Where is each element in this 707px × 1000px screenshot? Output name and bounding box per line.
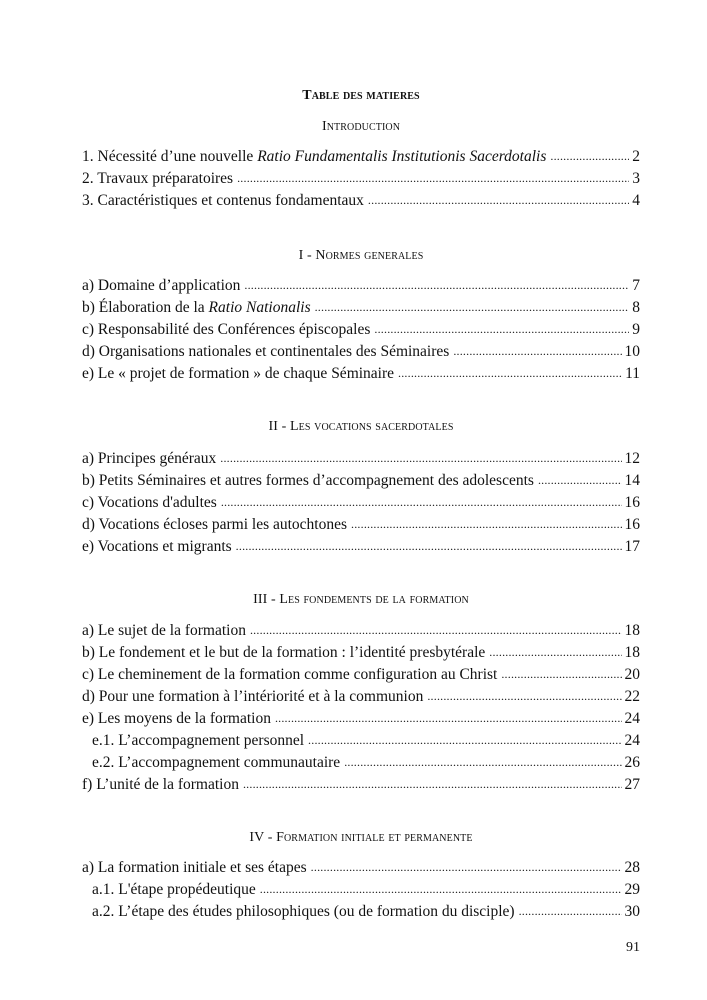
toc-entry[interactable] — [82, 342, 640, 364]
toc-entry-label: a) Le sujet de la formation — [82, 622, 246, 639]
toc-entry-label: c) Responsabilité des Conférences épiscopales — [82, 321, 371, 338]
toc-entry-label: a.1. L'étape propédeutique — [92, 881, 256, 898]
toc-entry[interactable] — [82, 665, 640, 687]
section-entries-fondements-formation — [82, 621, 640, 797]
toc-entry-page: 11 — [625, 365, 640, 382]
toc-entry[interactable] — [82, 147, 640, 169]
dot-leader — [315, 298, 630, 312]
toc-entry-label: b) Élaboration de la Ratio Nationalis — [82, 299, 311, 316]
dot-leader — [368, 191, 629, 205]
toc-entry-page: 12 — [624, 450, 640, 467]
section-heading-introduction: Introduction — [321, 119, 401, 134]
toc-entry[interactable] — [82, 775, 640, 797]
toc-entry[interactable] — [82, 643, 640, 665]
toc-entry-label: e) Vocations et migrants — [82, 538, 232, 555]
toc-entry-page: 8 — [632, 299, 640, 316]
toc-entry-page: 20 — [624, 666, 640, 683]
toc-entry[interactable] — [82, 537, 640, 559]
toc-entry-page: 7 — [632, 277, 640, 294]
dot-leader — [344, 753, 621, 767]
section-heading-normes-generales: I - Normes generales — [298, 248, 424, 263]
toc-entry[interactable] — [82, 191, 640, 213]
toc-entry-page: 4 — [632, 192, 640, 209]
toc-entry[interactable] — [82, 276, 640, 298]
toc-entry[interactable] — [82, 515, 640, 537]
section-heading-vocations-sacerdotales: II - Les vocations sacerdotales — [268, 419, 454, 434]
toc-entry-label: e.2. L’accompagnement communautaire — [92, 754, 341, 771]
toc-entry-label: e) Le « projet de formation » de chaque Séminaire — [82, 365, 395, 382]
toc-entry[interactable] — [82, 364, 640, 386]
toc-entry[interactable] — [82, 320, 640, 342]
toc-entry[interactable] — [82, 298, 640, 320]
dot-leader — [275, 709, 622, 723]
toc-entry-label: a) Principes généraux — [82, 450, 217, 467]
toc-entry-page: 27 — [624, 776, 640, 793]
section-entries-normes-generales — [82, 276, 640, 386]
section-heading-fondements-formation: III - Les fondements de la formation — [253, 592, 469, 607]
toc-entry-page: 16 — [624, 494, 640, 511]
toc-entry-page: 9 — [632, 321, 640, 338]
toc-entry-page: 18 — [624, 644, 640, 661]
dot-leader — [374, 320, 629, 334]
toc-entry-label: 2. Travaux préparatoires — [82, 170, 234, 187]
dot-leader — [351, 515, 621, 529]
toc-entry[interactable] — [82, 449, 640, 471]
toc-entry-page: 10 — [624, 343, 640, 360]
dot-leader — [453, 342, 621, 356]
toc-subentry[interactable] — [82, 753, 640, 775]
toc-entry-page: 22 — [624, 688, 640, 705]
toc-subentry[interactable] — [82, 731, 640, 753]
toc-entry-label: 3. Caractéristiques et contenus fondamentaux — [82, 192, 364, 209]
toc-entry-label: e) Les moyens de la formation — [82, 710, 271, 727]
dot-leader — [244, 276, 629, 290]
dot-leader — [489, 643, 621, 657]
toc-entry[interactable] — [82, 858, 640, 880]
toc-entry[interactable] — [82, 471, 640, 493]
toc-subentry[interactable] — [82, 880, 640, 902]
toc-entry-page: 24 — [624, 710, 640, 727]
dot-leader — [308, 731, 621, 745]
dot-leader — [243, 775, 622, 789]
section-entries-vocations-sacerdotales — [82, 449, 640, 559]
dot-leader — [398, 364, 622, 378]
toc-entry-page: 30 — [624, 903, 640, 920]
dot-leader — [260, 880, 622, 894]
section-entries-introduction — [82, 147, 640, 213]
toc-subentry[interactable] — [82, 902, 640, 924]
toc-entry-label: f) L’unité de la formation — [82, 776, 239, 793]
dot-leader — [538, 471, 622, 485]
toc-entry-page: 14 — [624, 472, 640, 489]
toc-entry-page: 18 — [624, 622, 640, 639]
toc-entry-label: a) Domaine d’application — [82, 277, 241, 294]
toc-entry-label: d) Organisations nationales et continentales des Séminaires — [82, 343, 450, 360]
toc-entry-label: c) Le cheminement de la formation comme configuration au Christ — [82, 666, 498, 683]
dot-leader — [236, 537, 622, 551]
dot-leader — [250, 621, 622, 635]
dot-leader — [427, 687, 621, 701]
dot-leader — [519, 902, 622, 916]
toc-entry[interactable] — [82, 687, 640, 709]
section-entries-formation-initiale — [82, 858, 640, 924]
toc-entry-page: 3 — [632, 170, 640, 187]
dot-leader — [550, 147, 629, 161]
page-number: 91 — [626, 940, 640, 955]
dot-leader — [221, 493, 622, 507]
toc-entry-page: 17 — [624, 538, 640, 555]
toc-entry-label: e.1. L’accompagnement personnel — [92, 732, 305, 749]
section-heading-formation-initiale: IV - Formation initiale et permanente — [249, 830, 473, 845]
dot-leader — [501, 665, 621, 679]
toc-entry-label: d) Pour une formation à l’intériorité et à la communion — [82, 688, 424, 705]
toc-entry-page: 28 — [624, 859, 640, 876]
toc-entry-page: 2 — [632, 148, 640, 165]
toc-entry[interactable] — [82, 709, 640, 731]
toc-entry-page: 24 — [624, 732, 640, 749]
toc-entry-label: c) Vocations d'adultes — [82, 494, 217, 511]
toc-entry-page: 26 — [624, 754, 640, 771]
toc-entry-label: a) La formation initiale et ses étapes — [82, 859, 307, 876]
toc-entry-label: b) Petits Séminaires et autres formes d’accompagnement des adolescents — [82, 472, 534, 489]
dot-leader — [311, 858, 622, 872]
toc-entry[interactable] — [82, 169, 640, 191]
toc-entry[interactable] — [82, 621, 640, 643]
toc-entry-page: 29 — [624, 881, 640, 898]
dot-leader — [237, 169, 629, 183]
toc-entry[interactable] — [82, 493, 640, 515]
toc-title: Table des matieres — [302, 88, 420, 103]
toc-entry-label: b) Le fondement et le but de la formation : l’identité presbytérale — [82, 644, 486, 661]
toc-entry-label: a.2. L’étape des études philosophiques (ou de formation du disciple) — [92, 903, 515, 920]
toc-entry-label: 1. Nécessité d’une nouvelle Ratio Fundamentalis Institutionis Sacerdotalis — [82, 148, 547, 165]
toc-entry-page: 16 — [624, 516, 640, 533]
dot-leader — [220, 449, 621, 463]
toc-entry-label: d) Vocations écloses parmi les autochtones — [82, 516, 348, 533]
